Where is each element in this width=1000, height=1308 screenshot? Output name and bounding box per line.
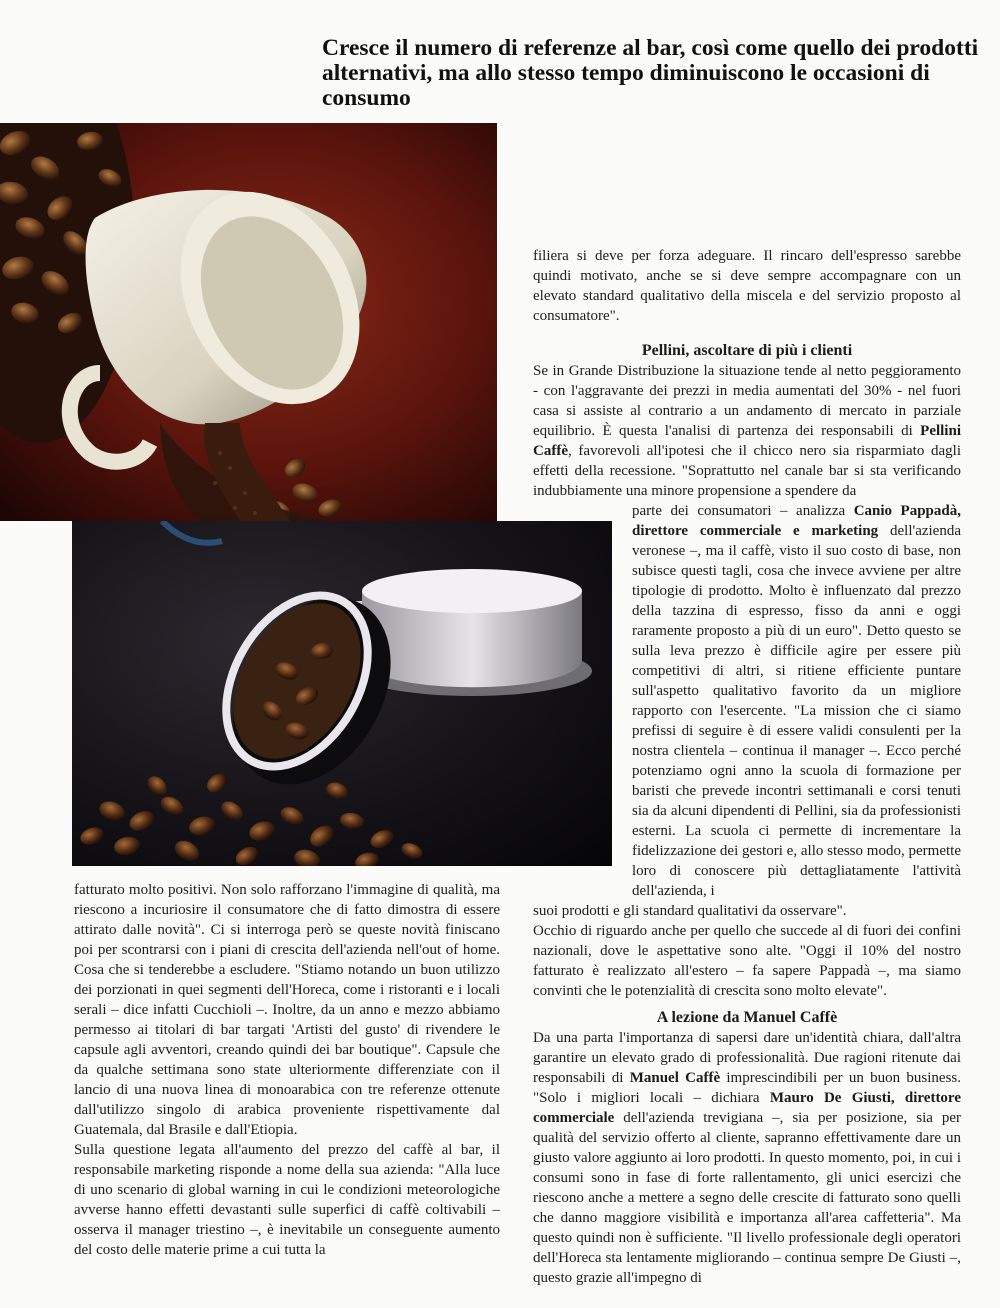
paragraph-manuel [533,1028,961,1288]
text-run: dell'azienda veronese –, ma il caffè, visto il suo costo di base, non subisce questi tagli, cosa che invece avviene per altre tipologie di prodotto. Molto è influenzato dal prezzo della tazzina di espresso, fisso da anni e oggi raramente proposto a più di un euro". Detto questo se sulla leva prezzo è difficile agire per essere più competitivi di altri, si ritiene efficiente puntare sull'aspetto qualitativo favorito da un migliore rapporto con l'esercente. "La mission che ci siamo prefissi di seguire è di essere validi consulenti per la nostra clientela – continua il manager –. Ecco perché potenziamo ogni anno la scuola di formazione per baristi che prevede incontri settimanali e corsi tenuti sia da alcuni dipendenti di Pellini, sia da professionisti esterni. La scuola ci permette di incrementare la fidelizzazione dei gestori e, allo stesso modo, permette loro di conoscere più dettagliatamente l'attività dell'azienda, i [632,523,961,899]
right-column-intro [533,246,961,326]
left-column [74,880,500,1260]
paragraph-intro: filiera si deve per forza adeguare. Il rincaro dell'espresso sarebbe quindi motivato, anche se si deve sempre accompagnare con un elevato standard qualitativo della miscela e del servizio proposto al consumatore". [533,248,961,324]
paragraph-pellini-end: suoi prodotti e gli standard qualitativi da osservare". [533,903,847,919]
coffee-cup-illustration-top [0,123,497,521]
text-run: dell'azienda trevigiana –, sia per posizione, sia per qualità del servizio offerto al cliente, sapranno effettivamente dare un giusto valore aggiunto ai loro prodotti. In questo momento, poi, in cui i consumi sono in fase di forte rallentamento, gli unici esercizi che riescono anche a mettere a segno delle crescite di fatturato sono quelli che danno maggiore visibilità e importanza all'area caffetteria". Ma questo quindi non è sufficiente. "Il livello professionale degli operatori dell'Horeca sta lentamente migliorando – continua sempre De Giusti –, questo grazie all'impegno di [533,1110,961,1286]
article-headline: Cresce il numero di referenze al bar, così come quello dei prodotti alternativi, ma allo stesso tempo diminuiscono le occasioni di consumo [322,35,979,111]
brand-pellini: Pellini Caffè [533,423,961,459]
text-run: Da una parta l'importanza di sapersi dare un'identità chiara, dall'altra garantire un elevato grado di professionalità. Due ragioni ritenute dai responsabili di [533,1030,961,1086]
right-column-pellini [533,361,961,501]
paragraph-pellini [533,361,961,501]
person-pappada: Canio Pappadà, direttore commerciale e marketing [632,503,961,539]
paragraph-left-1: fatturato molto positivi. Non solo rafforzano l'immagine di qualità, ma riescono a incuriosire il consumatore che di fatto dimostra di essere attirato dalle novità". Ci si interroga però se queste novità finiscano poi per scontrarsi con i piani di crescita dell'azienda nell'out of home. Cosa che si tenderebbe a escludere. "Stiamo notando un buon utilizzo dei porzionati in quei segmenti dell'Horeca, come i ristoranti e i locali serali – dice infatti Cucchioli –. Inoltre, da un anno e mezzo abbiamo permesso ai titolari di bar targati 'Artisti del gusto' di rivendere le capsule agli avventori, creando quindi dei bar boutique". Capsule che da qualche settimana sono state ulteriormente differenziate con il lancio di una nuova linea di monoarabica con tre referenze ottenute dall'utilizzo singolo di arabica proveniente rispettivamente dal Guatemala, dal Brasile e dall'Etiopia. [74,882,500,1138]
text-run: imprescindibili per un buon business. "Solo i migliori locali – dichiara [533,1070,961,1106]
paragraph-left-2: Sulla questione legata all'aumento del prezzo del caffè al bar, il responsabile marketing risponde a nome della sua azienda: "Alla luce di uno scenario di global warning in cui le condizioni meteorologiche avverse hanno effetti devastanti sulle superfici di caffè coltivabili – osserva il manager triestino –, è inevitabile un conseguente aumento del costo delle materie prime a cui tutta la [74,1142,500,1258]
text-run: , favorevoli all'ipotesi che il chicco nero sia risparmiato dagli effetti della recessione. "Soprattutto nel canale bar si sta verificando indubbiamente una minore propensione a spendere da [533,443,961,499]
coffee-cup-photo-top [0,123,497,521]
right-column-narrow [632,501,961,901]
section-heading-manuel: A lezione da Manuel Caffè [656,1009,838,1026]
coffee-cup-illustration-bottom [72,521,612,866]
brand-manuel: Manuel Caffè [629,1070,721,1086]
coffee-cup-photo-bottom [72,521,612,866]
right-column-manuel [533,1028,961,1288]
right-column-after-image [533,901,961,1001]
person-de-giusti: Mauro De Giusti, direttore commerciale [533,1090,961,1126]
paragraph-pellini-quote [632,501,961,901]
paragraph-estero: Occhio di riguardo anche per quello che succede al di fuori dei confini nazionali, dove le aspettative sono alte. "Oggi il 10% del nostro fatturato è realizzato all'estero – fa sapere Pappadà –, ma siamo convinti che le potenzialità di crescita sono molto elevate". [533,923,961,999]
text-run: Se in Grande Distribuzione la situazione tende al netto peggioramento - con l'aggravante dei prezzi in media aumentati del 30% - nel fuori casa si assiste al contrario a un andamento di mercato in parziale equilibrio. È questa l'analisi di partenza dei responsabili di [533,363,961,439]
text-run: parte dei consumatori – analizza [632,503,854,519]
section-heading-pellini: Pellini, ascoltare di più i clienti [641,342,853,359]
